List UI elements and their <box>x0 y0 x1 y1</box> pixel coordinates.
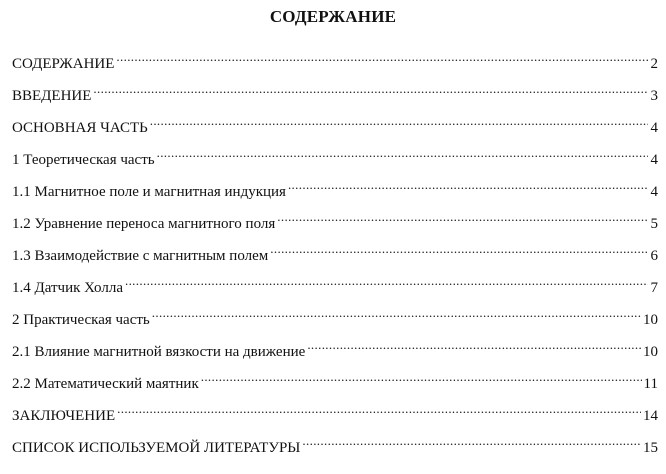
toc-entry-page: 6 <box>650 248 658 264</box>
toc-entry[interactable] <box>12 46 658 72</box>
page-title: СОДЕРЖАНИЕ <box>269 7 397 26</box>
toc-entry-page: 4 <box>650 152 658 168</box>
toc-entry[interactable] <box>12 302 658 328</box>
toc-dot-leader <box>93 78 648 100</box>
toc-dot-leader <box>152 302 641 324</box>
toc-dot-leader <box>117 398 641 420</box>
toc-entry-label: ВВЕДЕНИЕ <box>12 88 92 104</box>
toc-dot-leader <box>125 270 648 292</box>
toc-dot-leader <box>150 110 648 132</box>
toc-dot-leader <box>270 238 648 260</box>
toc-entry[interactable] <box>12 430 658 456</box>
toc-entry[interactable] <box>12 206 658 232</box>
toc-entry-label: СПИСОК ИСПОЛЬЗУЕМОЙ ЛИТЕРАТУРЫ <box>12 440 301 456</box>
toc-dot-leader <box>307 334 641 356</box>
toc-entry-page: 4 <box>650 120 658 136</box>
toc-entry-label: 1.4 Датчик Холла <box>12 280 123 296</box>
toc-entry-label: ОСНОВНАЯ ЧАСТЬ <box>12 120 148 136</box>
toc-dot-leader <box>116 46 648 68</box>
toc-entry-page: 14 <box>643 408 658 424</box>
toc-entry[interactable] <box>12 110 658 136</box>
toc-entry-page: 7 <box>650 280 658 296</box>
toc-dot-leader <box>302 430 641 452</box>
toc-entry[interactable] <box>12 398 658 424</box>
toc-entry-page: 10 <box>643 312 658 328</box>
toc-entry-label: 1.2 Уравнение переноса магнитного поля <box>12 216 276 232</box>
toc-entry-label: 1.3 Взаимодействие с магнитным полем <box>12 248 269 264</box>
toc-entry-page: 2 <box>650 56 658 72</box>
toc-entry[interactable] <box>12 270 658 296</box>
toc-entry-page: 5 <box>650 216 658 232</box>
toc-entry-label: 2.1 Влияние магнитной вязкости на движение <box>12 344 306 360</box>
toc-dot-leader <box>201 366 642 388</box>
toc-entry-label: 1 Теоретическая часть <box>12 152 155 168</box>
toc-entry-page: 11 <box>643 376 658 392</box>
toc-entry-page: 15 <box>643 440 658 456</box>
toc-entry[interactable] <box>12 142 658 168</box>
toc-entry-label: ЗАКЛЮЧЕНИЕ <box>12 408 116 424</box>
toc-dot-leader <box>288 174 648 196</box>
toc-entry-label: 2.2 Математический маятник <box>12 376 199 392</box>
toc-entry-label: 1.1 Магнитное поле и магнитная индукция <box>12 184 286 200</box>
toc-entry[interactable] <box>12 78 658 104</box>
toc-entry[interactable] <box>12 366 658 392</box>
toc-entry[interactable] <box>12 174 658 200</box>
toc-entry-label: СОДЕРЖАНИЕ <box>12 56 115 72</box>
toc-entry-page: 3 <box>650 88 658 104</box>
toc-entry[interactable] <box>12 334 658 360</box>
toc-entry-page: 4 <box>650 184 658 200</box>
toc-entry-page: 10 <box>643 344 658 360</box>
toc-dot-leader <box>277 206 648 228</box>
toc-entry-label: 2 Практическая часть <box>12 312 150 328</box>
toc-entry[interactable] <box>12 238 658 264</box>
toc-dot-leader <box>157 142 648 164</box>
